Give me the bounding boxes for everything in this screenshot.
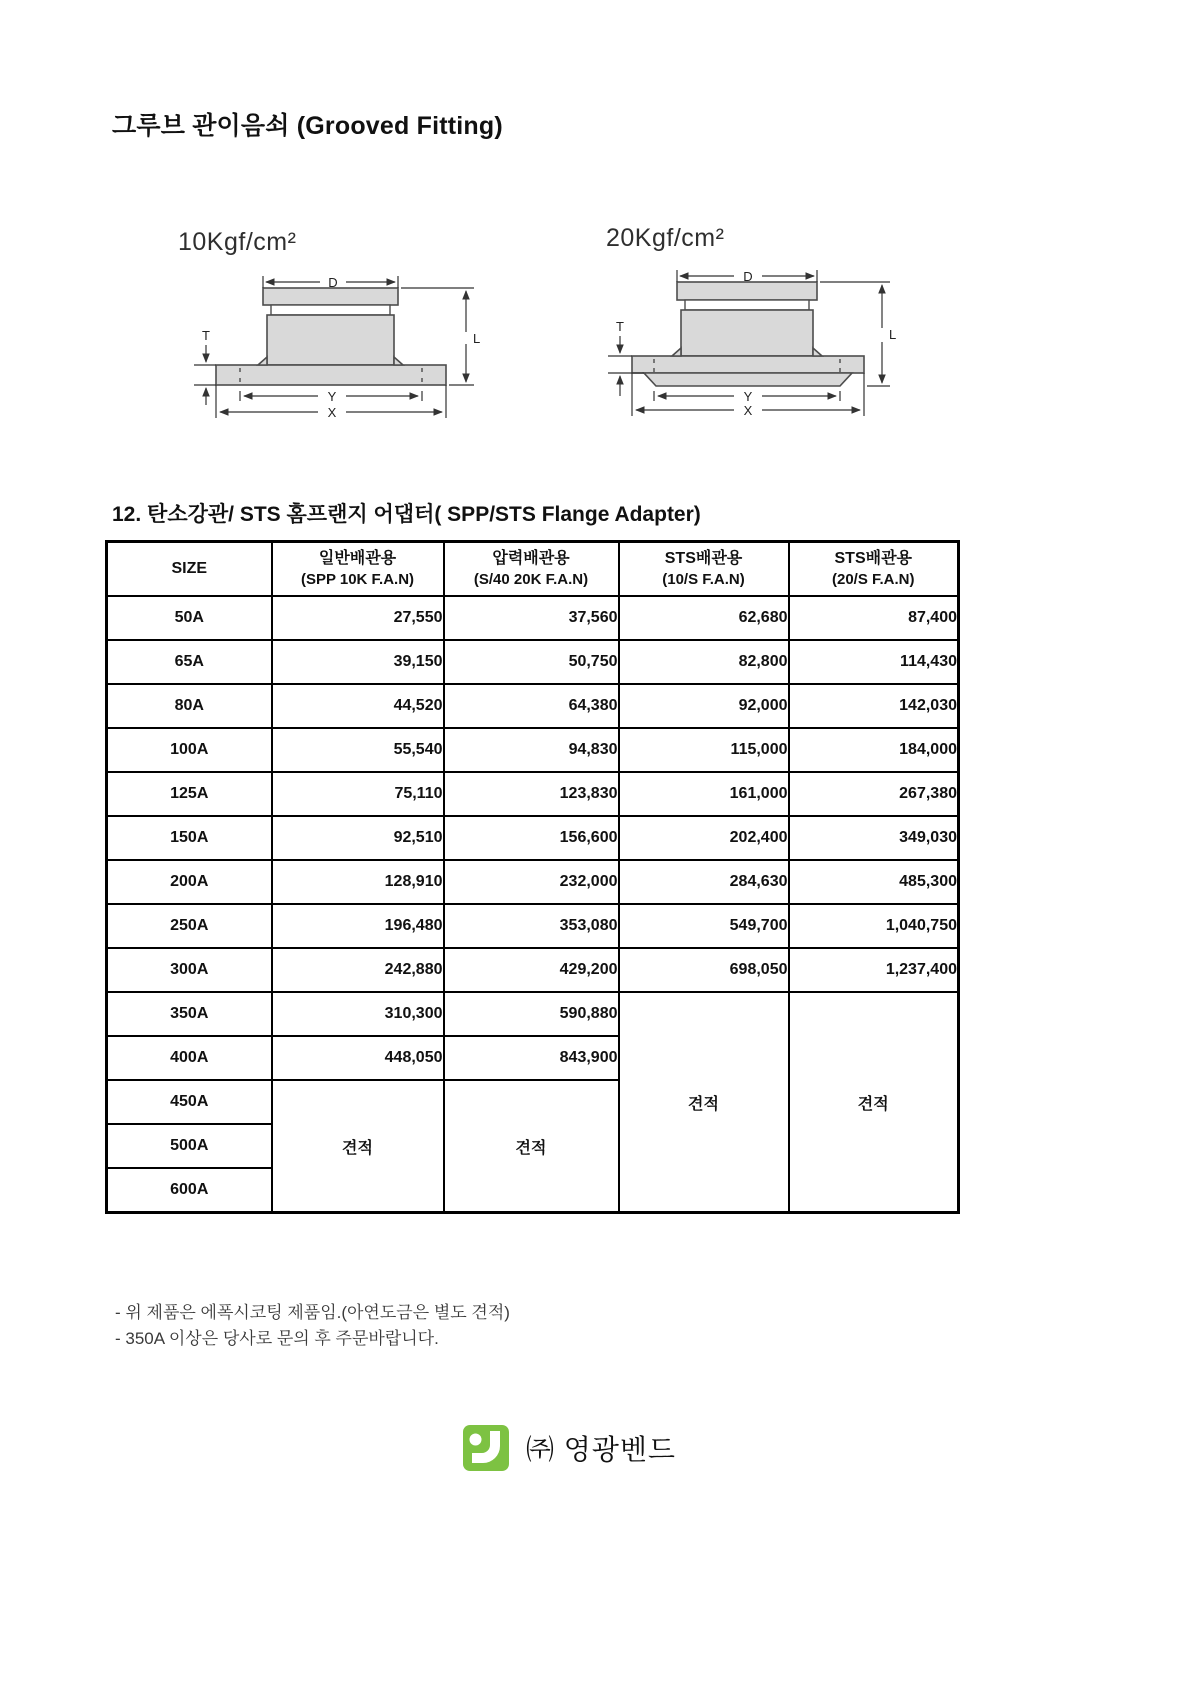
size-cell: 65A bbox=[107, 640, 272, 684]
dim-label-x: X bbox=[743, 403, 753, 418]
price-cell: 429,200 bbox=[444, 948, 619, 992]
table-row bbox=[107, 640, 959, 684]
price-cell: 353,080 bbox=[444, 904, 619, 948]
size-cell: 500A bbox=[107, 1124, 272, 1168]
size-cell: 250A bbox=[107, 904, 272, 948]
dim-label-x: X bbox=[327, 405, 337, 420]
table-row bbox=[107, 948, 959, 992]
price-cell: 1,040,750 bbox=[789, 904, 959, 948]
dim-label-t: T bbox=[202, 328, 210, 343]
price-cell: 485,300 bbox=[789, 860, 959, 904]
price-cell: 64,380 bbox=[444, 684, 619, 728]
logo-background bbox=[463, 1425, 509, 1471]
price-cell: 123,830 bbox=[444, 772, 619, 816]
price-cell: 698,050 bbox=[619, 948, 789, 992]
col-header-line1: STS배관용 bbox=[664, 550, 743, 568]
size-cell: 80A bbox=[107, 684, 272, 728]
size-cell: 150A bbox=[107, 816, 272, 860]
size-cell: 600A bbox=[107, 1168, 272, 1213]
flange-diagram-20k bbox=[582, 268, 912, 418]
dim-label-d: D bbox=[743, 269, 753, 284]
price-cell: 55,540 bbox=[272, 728, 444, 772]
col-header-line1: STS배관용 bbox=[834, 550, 912, 568]
price-cell: 843,900 bbox=[444, 1036, 619, 1080]
price-cell: 448,050 bbox=[272, 1036, 444, 1080]
table-row bbox=[107, 860, 959, 904]
price-cell: 196,480 bbox=[272, 904, 444, 948]
size-cell: 400A bbox=[107, 1036, 272, 1080]
header-row bbox=[107, 542, 959, 597]
price-cell: 44,520 bbox=[272, 684, 444, 728]
price-cell: 128,910 bbox=[272, 860, 444, 904]
company-logo-icon bbox=[462, 1424, 510, 1472]
quote-cell: 견적 bbox=[619, 992, 789, 1213]
price-cell: 82,800 bbox=[619, 640, 789, 684]
col-header-sts-10s bbox=[619, 542, 789, 597]
price-cell: 27,550 bbox=[272, 596, 444, 640]
dim-label-l: L bbox=[473, 331, 481, 346]
price-cell: 202,400 bbox=[619, 816, 789, 860]
size-cell: 100A bbox=[107, 728, 272, 772]
quote-cell: 견적 bbox=[444, 1080, 619, 1213]
price-cell: 267,380 bbox=[789, 772, 959, 816]
col-header-line2: (20/S F.A.N) bbox=[831, 570, 915, 588]
price-cell: 310,300 bbox=[272, 992, 444, 1036]
price-cell: 114,430 bbox=[789, 640, 959, 684]
price-cell: 1,237,400 bbox=[789, 948, 959, 992]
price-cell: 37,560 bbox=[444, 596, 619, 640]
price-cell: 232,000 bbox=[444, 860, 619, 904]
pressure-label-20k: 20Kgf/cm² bbox=[606, 224, 725, 252]
price-cell: 87,400 bbox=[789, 596, 959, 640]
flange-diagram-10k bbox=[168, 272, 498, 422]
col-header-line1: 일반배관용 bbox=[318, 550, 397, 568]
size-cell: 450A bbox=[107, 1080, 272, 1124]
dim-label-l: L bbox=[889, 327, 897, 342]
price-cell: 62,680 bbox=[619, 596, 789, 640]
price-cell: 50,750 bbox=[444, 640, 619, 684]
table-row bbox=[107, 772, 959, 816]
price-cell: 184,000 bbox=[789, 728, 959, 772]
table-row bbox=[107, 992, 959, 1036]
price-cell: 156,600 bbox=[444, 816, 619, 860]
col-header-line2: (SPP 10K F.A.N) bbox=[300, 570, 415, 588]
price-table-body bbox=[107, 596, 959, 1213]
price-table-container bbox=[105, 540, 960, 1214]
col-header-size-label: SIZE bbox=[171, 560, 208, 578]
col-header-line2: (10/S F.A.N) bbox=[662, 570, 745, 588]
size-cell: 50A bbox=[107, 596, 272, 640]
quote-cell: 견적 bbox=[272, 1080, 444, 1213]
col-header-s40-20k bbox=[444, 542, 619, 597]
price-cell: 142,030 bbox=[789, 684, 959, 728]
page-title: 그루브 관이음쇠 (Grooved Fitting) bbox=[112, 112, 503, 140]
quote-cell: 견적 bbox=[789, 992, 959, 1213]
price-cell: 75,110 bbox=[272, 772, 444, 816]
col-header-line1: 압력배관용 bbox=[492, 550, 570, 568]
footnote-line: - 350A 이상은 당사로 문의 후 주문바랍니다. bbox=[115, 1329, 439, 1349]
price-cell: 115,000 bbox=[619, 728, 789, 772]
size-cell: 300A bbox=[107, 948, 272, 992]
dim-label-t: T bbox=[616, 319, 624, 334]
col-header-size bbox=[107, 542, 272, 597]
company-logo-block bbox=[462, 1424, 676, 1472]
price-cell: 92,510 bbox=[272, 816, 444, 860]
footnote-line: - 위 제품은 에폭시코팅 제품임.(아연도금은 별도 견적) bbox=[115, 1303, 510, 1322]
col-header-sts-20s bbox=[789, 542, 959, 597]
table-row bbox=[107, 728, 959, 772]
pressure-label-10k: 10Kgf/cm² bbox=[178, 228, 297, 256]
table-row bbox=[107, 816, 959, 860]
col-header-spp10k bbox=[272, 542, 444, 597]
price-cell: 284,630 bbox=[619, 860, 789, 904]
price-cell: 549,700 bbox=[619, 904, 789, 948]
dim-label-y: Y bbox=[327, 389, 337, 404]
table-row bbox=[107, 684, 959, 728]
price-cell: 39,150 bbox=[272, 640, 444, 684]
price-table-header bbox=[107, 542, 959, 597]
logo-dot bbox=[470, 1434, 482, 1446]
size-cell: 125A bbox=[107, 772, 272, 816]
size-cell: 350A bbox=[107, 992, 272, 1036]
price-cell: 94,830 bbox=[444, 728, 619, 772]
col-header-line2: (S/40 20K F.A.N) bbox=[473, 570, 589, 588]
section-heading: 12. 탄소강관/ STS 홈프랜지 어댑터( SPP/STS Flange Adapter) bbox=[112, 503, 701, 526]
size-cell: 200A bbox=[107, 860, 272, 904]
dim-label-y: Y bbox=[743, 389, 753, 404]
price-cell: 590,880 bbox=[444, 992, 619, 1036]
price-cell: 92,000 bbox=[619, 684, 789, 728]
company-name: ㈜ 영광벤드 bbox=[526, 1434, 676, 1465]
price-cell: 161,000 bbox=[619, 772, 789, 816]
price-table bbox=[105, 540, 960, 1214]
price-cell: 242,880 bbox=[272, 948, 444, 992]
table-row bbox=[107, 904, 959, 948]
price-cell: 349,030 bbox=[789, 816, 959, 860]
footnotes bbox=[115, 1300, 510, 1353]
table-row bbox=[107, 596, 959, 640]
dim-label-d: D bbox=[328, 275, 338, 290]
